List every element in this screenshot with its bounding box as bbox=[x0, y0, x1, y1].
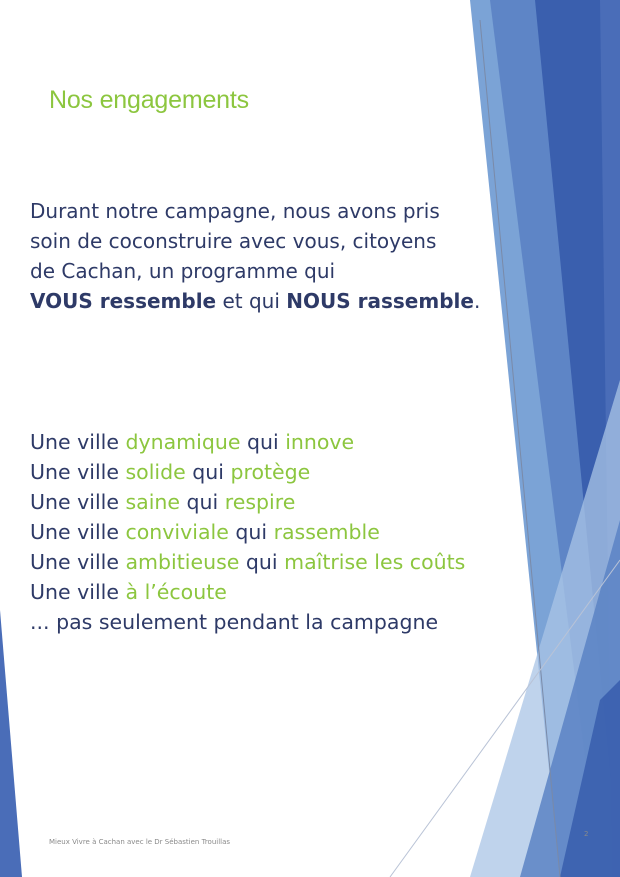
engagement-adjective: dynamique bbox=[125, 430, 241, 454]
page-title: Nos engagements bbox=[49, 86, 249, 114]
footer-text: Mieux Vivre à Cachan avec le Dr Sébastien Trouillas bbox=[49, 838, 231, 846]
engagement-join: qui bbox=[180, 490, 225, 514]
engagement-line bbox=[30, 547, 530, 577]
engagement-verb: protège bbox=[230, 460, 311, 484]
engagement-verb: respire bbox=[224, 490, 296, 514]
engagement-lead: Une ville bbox=[30, 550, 126, 574]
engagement-lead: Une ville bbox=[30, 460, 126, 484]
engagement-adjective: solide bbox=[125, 460, 186, 484]
engagement-adjective: à l’écoute bbox=[125, 580, 227, 604]
intro-line bbox=[30, 286, 510, 316]
closing-line: ... pas seulement pendant la campagne bbox=[30, 610, 439, 634]
engagement-join: qui bbox=[239, 550, 285, 574]
intro-line: Durant notre campagne, nous avons pris bbox=[30, 199, 440, 223]
engagements-list bbox=[30, 427, 530, 637]
intro-end: . bbox=[473, 289, 481, 313]
intro-bold-nous: NOUS rassemble bbox=[286, 289, 474, 313]
engagement-line bbox=[30, 487, 530, 517]
engagement-line bbox=[30, 577, 530, 607]
engagement-adjective: ambitieuse bbox=[125, 550, 240, 574]
intro-line: soin de coconstruire avec vous, citoyens bbox=[30, 229, 437, 253]
engagement-join: qui bbox=[240, 430, 286, 454]
intro-mid: et qui bbox=[216, 289, 287, 313]
engagement-join: qui bbox=[185, 460, 231, 484]
intro-bold-vous: VOUS ressemble bbox=[30, 289, 217, 313]
engagement-lead: Une ville bbox=[30, 490, 126, 514]
intro-paragraph bbox=[30, 196, 510, 316]
decor-wedge-left bbox=[0, 610, 22, 877]
engagement-line bbox=[30, 517, 530, 547]
engagement-lead: Une ville bbox=[30, 430, 126, 454]
page-number: 2 bbox=[584, 830, 589, 838]
engagement-verb: rassemble bbox=[273, 520, 380, 544]
engagement-join: qui bbox=[228, 520, 274, 544]
engagement-adjective: conviviale bbox=[125, 520, 229, 544]
engagement-line bbox=[30, 457, 530, 487]
intro-line: de Cachan, un programme qui bbox=[30, 259, 336, 283]
engagement-adjective: saine bbox=[125, 490, 181, 514]
engagement-verb: innove bbox=[285, 430, 355, 454]
engagement-verb: maîtrise les coûts bbox=[284, 550, 466, 574]
engagement-lead: Une ville bbox=[30, 520, 126, 544]
engagement-line bbox=[30, 427, 530, 457]
engagement-lead: Une ville bbox=[30, 580, 126, 604]
